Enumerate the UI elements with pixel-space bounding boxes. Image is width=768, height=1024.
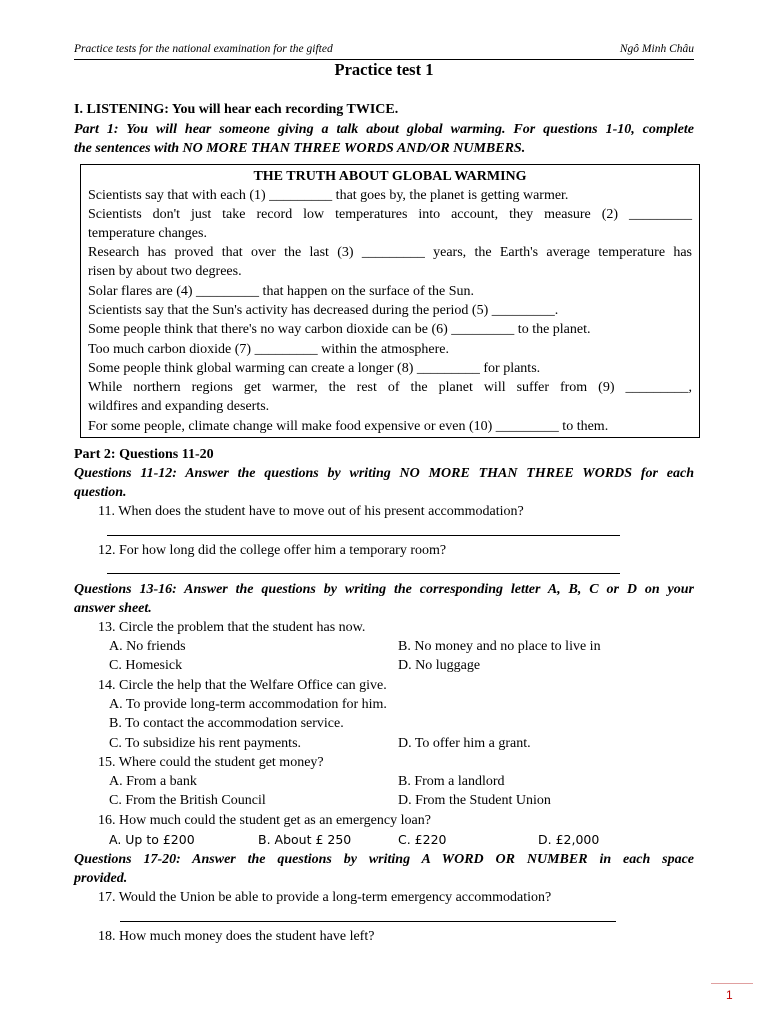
question-13: 13. Circle the problem that the student has now. xyxy=(98,620,366,635)
box-line: Some people think that there's no way carbon dioxide can be (6) _________ to the planet. xyxy=(88,322,591,337)
question-15: 15. Where could the student get money? xyxy=(98,755,324,770)
q13-option-c: C. Homesick xyxy=(109,658,183,673)
q15-option-c: C. From the British Council xyxy=(109,793,266,808)
header-right: Ngô Minh Châu xyxy=(619,43,694,55)
instruction-13-16-line2: answer sheet. xyxy=(74,601,152,616)
instruction-17-20-line2: provided. xyxy=(74,871,128,886)
question-18: 18. How much money does the student have left? xyxy=(98,929,375,944)
q16-option-a: A. Up to £200 xyxy=(109,832,195,847)
q13-option-a: A. No friends xyxy=(109,639,186,654)
part1-instruction-line1: Part 1: You will hear someone giving a talk about global warming. For questions 1-10, complete xyxy=(74,122,694,137)
answer-line-11 xyxy=(107,535,620,536)
box-line: risen by about two degrees. xyxy=(88,264,242,279)
box-line: wildfires and expanding deserts. xyxy=(88,399,270,414)
instruction-13-16-line1: Questions 13-16: Answer the questions by writing the corresponding letter A, B, C or D on your xyxy=(74,582,694,597)
question-12: 12. For how long did the college offer him a temporary room? xyxy=(98,543,447,558)
q16-option-d: D. £2,000 xyxy=(538,832,600,847)
part1-instruction-line2: the sentences with NO MORE THAN THREE WORDS AND/OR NUMBERS. xyxy=(74,141,526,156)
q16-option-b: B. About £ 250 xyxy=(258,832,352,847)
instruction-17-20-line1: Questions 17-20: Answer the questions by writing A WORD OR NUMBER in each space xyxy=(74,852,694,867)
box-line: Research has proved that over the last (3) _________ years, the Earth's average temperature has xyxy=(88,245,692,260)
page-title: Practice test 1 xyxy=(334,60,434,79)
part2-heading: Part 2: Questions 11-20 xyxy=(74,447,214,462)
answer-line-12 xyxy=(107,573,620,574)
box-line: While northern regions get warmer, the rest of the planet will suffer from (9) _________, xyxy=(88,380,692,395)
q15-option-d: D. From the Student Union xyxy=(398,793,551,808)
instruction-11-12-line1: Questions 11-12: Answer the questions by writing NO MORE THAN THREE WORDS for each xyxy=(74,466,694,481)
global-warming-box xyxy=(80,164,700,438)
question-14: 14. Circle the help that the Welfare Office can give. xyxy=(98,678,387,693)
footer-divider xyxy=(711,983,753,984)
box-line: Solar flares are (4) _________ that happen on the surface of the Sun. xyxy=(88,284,475,299)
section-heading: I. LISTENING: You will hear each recording TWICE. xyxy=(74,102,399,117)
question-17: 17. Would the Union be able to provide a long-term emergency accommodation? xyxy=(98,890,552,905)
q14-option-b: B. To contact the accommodation service. xyxy=(109,716,344,731)
q14-option-d: D. To offer him a grant. xyxy=(398,736,531,751)
instruction-11-12-line2: question. xyxy=(74,485,127,500)
q14-option-a: A. To provide long-term accommodation for him. xyxy=(109,697,387,712)
question-16: 16. How much could the student get as an emergency loan? xyxy=(98,813,431,828)
page-number: 1 xyxy=(726,988,733,1002)
question-11: 11. When does the student have to move out of his present accommodation? xyxy=(98,504,524,519)
q13-option-d: D. No luggage xyxy=(398,658,481,673)
answer-line-17 xyxy=(120,921,616,922)
page-header xyxy=(74,42,694,60)
box-line: Scientists don't just take record low temperatures into account, they measure (2) _________ xyxy=(88,207,692,222)
box-line: Scientists say that with each (1) _________ that goes by, the planet is getting warmer. xyxy=(88,188,569,203)
q13-option-b: B. No money and no place to live in xyxy=(398,639,601,654)
box-title: THE TRUTH ABOUT GLOBAL WARMING xyxy=(253,169,527,184)
box-line: For some people, climate change will make food expensive or even (10) _________ to them. xyxy=(88,419,609,434)
q15-option-b: B. From a landlord xyxy=(398,774,505,789)
box-line: Some people think global warming can create a longer (8) _________ for plants. xyxy=(88,361,541,376)
box-line: temperature changes. xyxy=(88,226,207,241)
header-left: Practice tests for the national examination for the gifted xyxy=(74,43,333,55)
q14-option-c: C. To subsidize his rent payments. xyxy=(109,736,302,751)
q16-option-c: C. £220 xyxy=(398,832,447,847)
q15-option-a: A. From a bank xyxy=(109,774,197,789)
box-line: Scientists say that the Sun's activity has decreased during the period (5) _________. xyxy=(88,303,559,318)
box-line: Too much carbon dioxide (7) _________ within the atmosphere. xyxy=(88,342,449,357)
